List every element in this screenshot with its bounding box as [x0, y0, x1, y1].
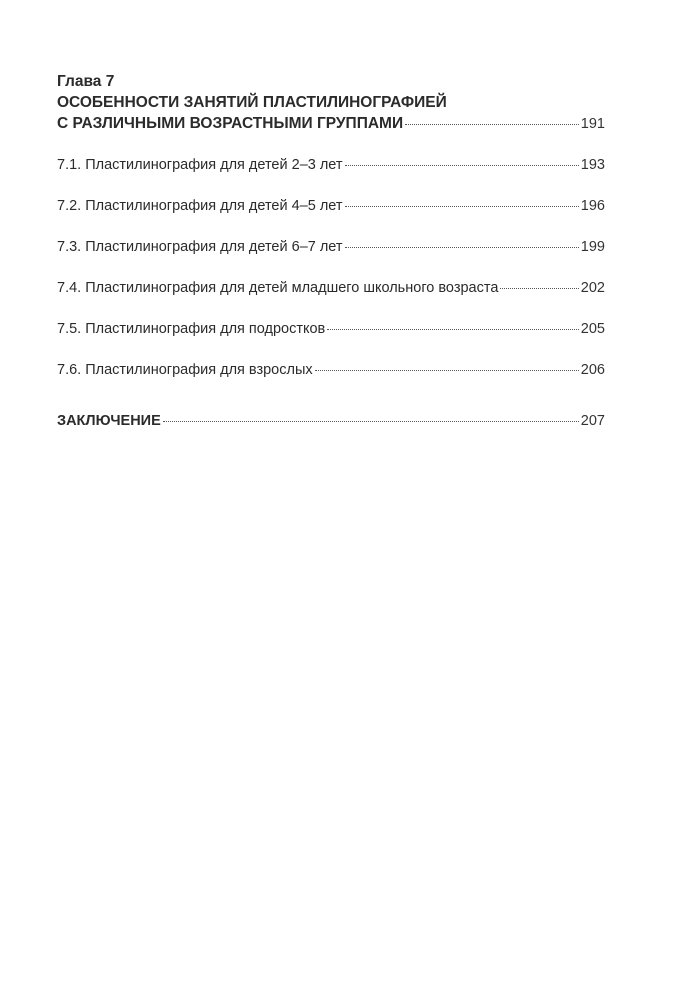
toc-entry-7-5[interactable] — [57, 319, 605, 339]
toc-entry-page: 206 — [580, 362, 605, 378]
toc-entry-page: 205 — [580, 321, 605, 337]
leader-dots — [163, 421, 579, 422]
toc-entry-page: 199 — [580, 239, 605, 255]
toc-entry-7-2[interactable] — [57, 196, 605, 216]
toc-entry-page: 193 — [580, 157, 605, 173]
toc-entry-page: 196 — [580, 198, 605, 214]
toc-entry-conclusion[interactable] — [57, 411, 605, 431]
toc-entry-7-6[interactable] — [57, 360, 605, 380]
conclusion-page-number: 207 — [580, 413, 605, 429]
toc-entry-7-1[interactable] — [57, 155, 605, 175]
toc-entry-text: 7.1. Пластилинография для детей 2–3 лет — [57, 157, 343, 173]
toc-entry-text: 7.4. Пластилинография для детей младшего школьного возраста — [57, 280, 499, 296]
toc-entry-7-3[interactable] — [57, 237, 605, 257]
leader-dots — [327, 329, 579, 330]
chapter-title-entry[interactable] — [57, 113, 605, 135]
toc-entry-text: 7.5. Пластилинография для подростков — [57, 321, 326, 337]
leader-dots — [345, 206, 579, 207]
toc-entry-page: 202 — [580, 280, 605, 296]
chapter-title-line2: С РАЗЛИЧНЫМИ ВОЗРАСТНЫМИ ГРУППАМИ — [57, 115, 404, 132]
leader-dots — [405, 124, 579, 125]
toc-entry-text: 7.2. Пластилинография для детей 4–5 лет — [57, 198, 343, 214]
leader-dots — [345, 247, 579, 248]
section-list — [57, 155, 605, 380]
toc-entry-7-4[interactable] — [57, 278, 605, 298]
conclusion-text: ЗАКЛЮЧЕНИЕ — [57, 413, 161, 429]
chapter-page-number: 191 — [580, 116, 605, 132]
toc-entry-text: 7.6. Пластилинография для взрослых — [57, 362, 313, 378]
chapter-label: Глава 7 — [57, 73, 115, 90]
leader-dots — [345, 165, 579, 166]
leader-dots — [500, 288, 578, 289]
chapter-title-line1: ОСОБЕННОСТИ ЗАНЯТИЙ ПЛАСТИЛИНОГРАФИЕЙ — [57, 94, 447, 111]
toc-page — [57, 72, 605, 431]
leader-dots — [315, 370, 579, 371]
toc-entry-text: 7.3. Пластилинография для детей 6–7 лет — [57, 239, 343, 255]
